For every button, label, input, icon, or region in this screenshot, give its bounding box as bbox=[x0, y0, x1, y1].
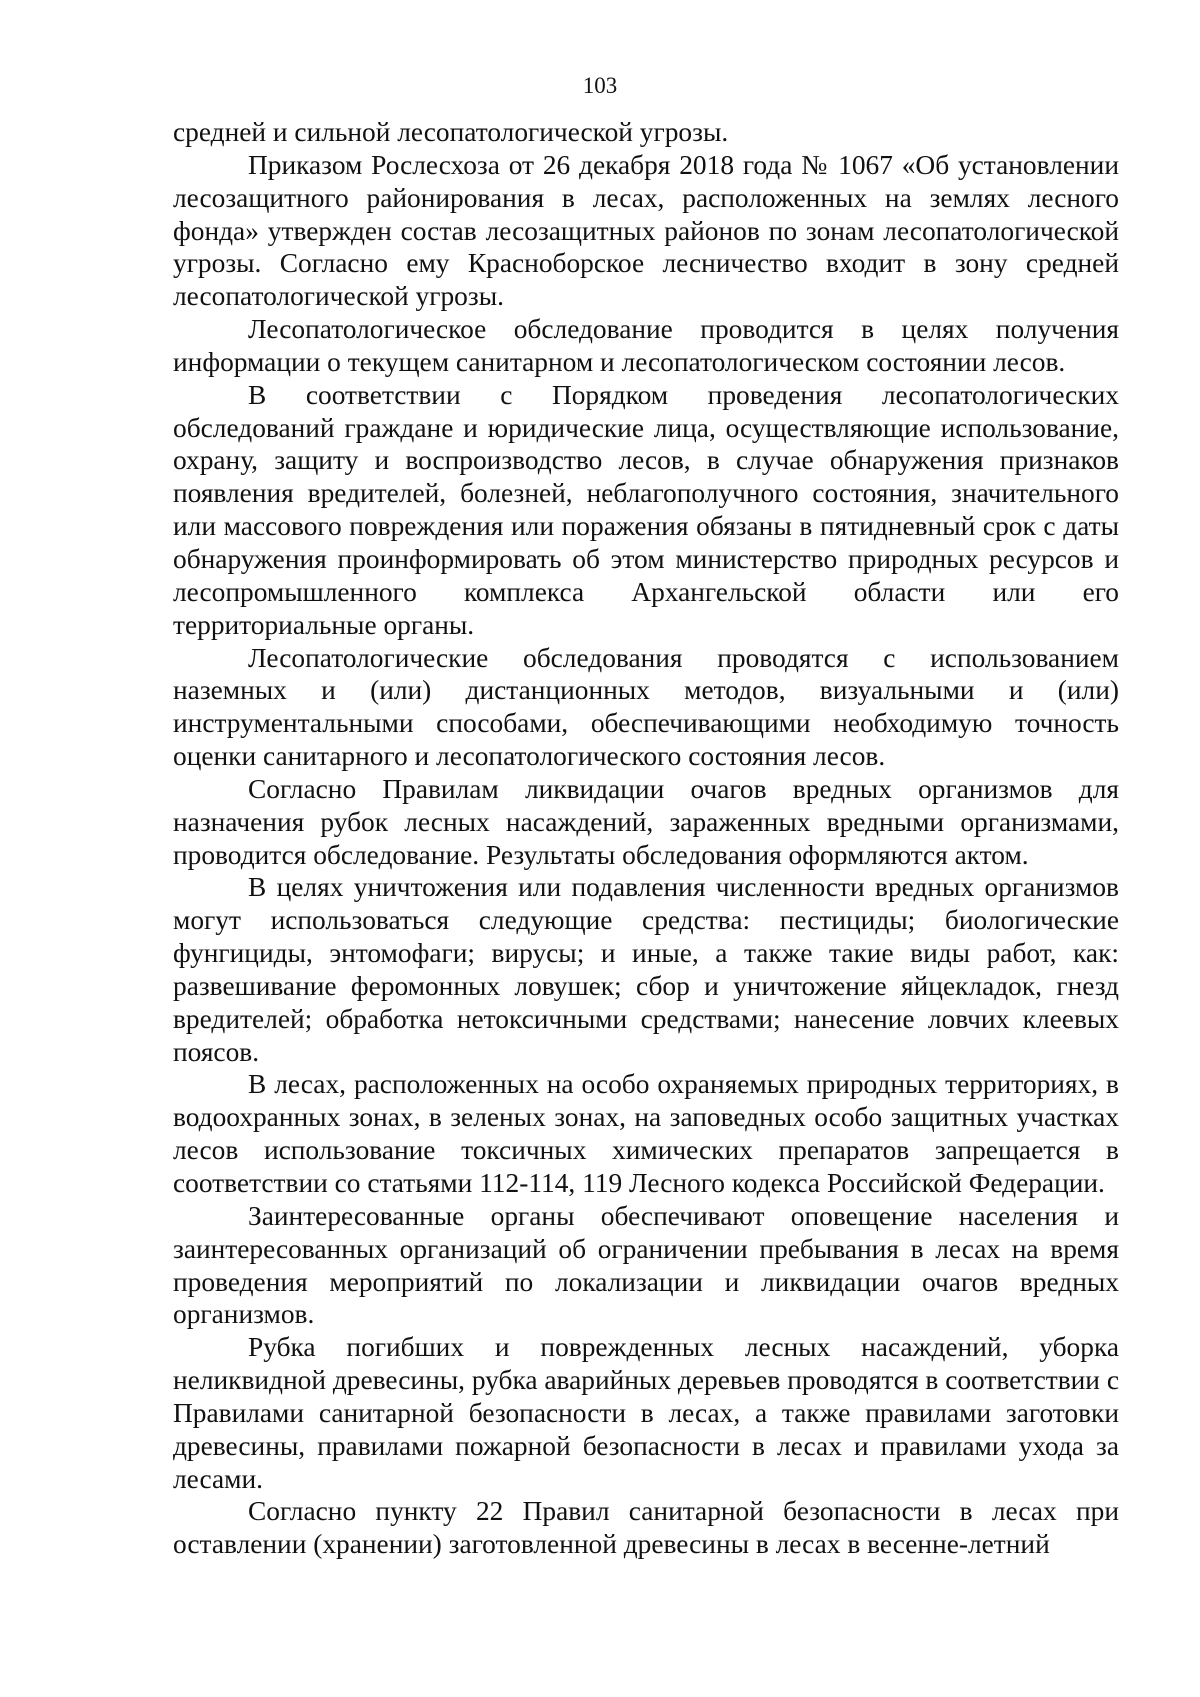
paragraph: Согласно пункту 22 Правил санитарной безопасности в лесах при оставлении (хранении) заготовленной древесины в лесах в весенне-летний bbox=[173, 1496, 1119, 1560]
paragraph: В лесах, расположенных на особо охраняемых природных территориях, в водоохранных зонах, в зеленых зонах, на заповедных особо защитных участках лесов использование токсичных химических препаратов запрещается в соответствии со статьями 112-114, 119 Лесного кодекса Российской Федерации. bbox=[173, 1069, 1119, 1198]
paragraph: Рубка погибших и поврежденных лесных насаждений, уборка неликвидной древесины, рубка аварийных деревьев проводятся в соответствии с Правилами санитарной безопасности в лесах, а также правилами заготовки древесины, правилами пожарной безопасности в лесах и правилами ухода за лесами. bbox=[173, 1332, 1119, 1494]
paragraph: Согласно Правилам ликвидации очагов вредных организмов для назначения рубок лесных насаждений, зараженных вредными организмами, проводится обследование. Результаты обследования оформляются актом. bbox=[173, 773, 1119, 870]
paragraph: Лесопатологические обследования проводятся с использованием наземных и (или) дистанционных методов, визуальными и (или) инструментальными способами, обеспечивающими необходимую точность оценки санитарного и лесопатологического состояния лесов. bbox=[173, 642, 1119, 772]
paragraph: В целях уничтожения или подавления численности вредных организмов могут использоваться следующие средства: пестициды; биологические фунгициды, энтомофаги; вирусы; и иные, а также такие виды работ, как: развешивание феромонных ловушек; сбор и уничтожение яйцекладок, гнезд вредителей; обработка нетоксичными средствами; нанесение ловчих клеевых поясов. bbox=[173, 872, 1119, 1067]
paragraph: средней и сильной лесопатологической угрозы. bbox=[173, 117, 729, 147]
paragraph: Лесопатологическое обследование проводится в целях получения информации о текущем санитарном и лесопатологическом состоянии лесов. bbox=[173, 314, 1119, 377]
paragraph: Приказом Рослесхоза от 26 декабря 2018 года № 1067 «Об установлении лесозащитного районирования в лесах, расположенных на землях лесного фонда» утвержден состав лесозащитных районов по зонам лесопатологической угрозы. Согласно ему Красноборское лесничество входит в зону средней лесопатологической угрозы. bbox=[173, 149, 1119, 312]
body-text bbox=[173, 116, 1119, 1561]
paragraph: В соответствии с Порядком проведения лесопатологических обследований граждане и юридические лица, осуществляющие использование, охрану, защиту и воспроизводство лесов, в случае обнаружения признаков появления вредителей, болезней, неблагополучного состояния, значительного или массового повреждения или поражения обязаны в пятидневный срок с даты обнаружения проинформировать об этом министерство природных ресурсов и лесопромышленного комплекса Архангельской области или его территориальные органы. bbox=[173, 379, 1119, 640]
paragraph: Заинтересованные органы обеспечивают оповещение населения и заинтересованных организаций об ограничении пребывания в лесах на время проведения мероприятий по локализации и ликвидации очагов вредных организмов. bbox=[173, 1200, 1119, 1330]
page-number: 103 bbox=[582, 73, 618, 98]
